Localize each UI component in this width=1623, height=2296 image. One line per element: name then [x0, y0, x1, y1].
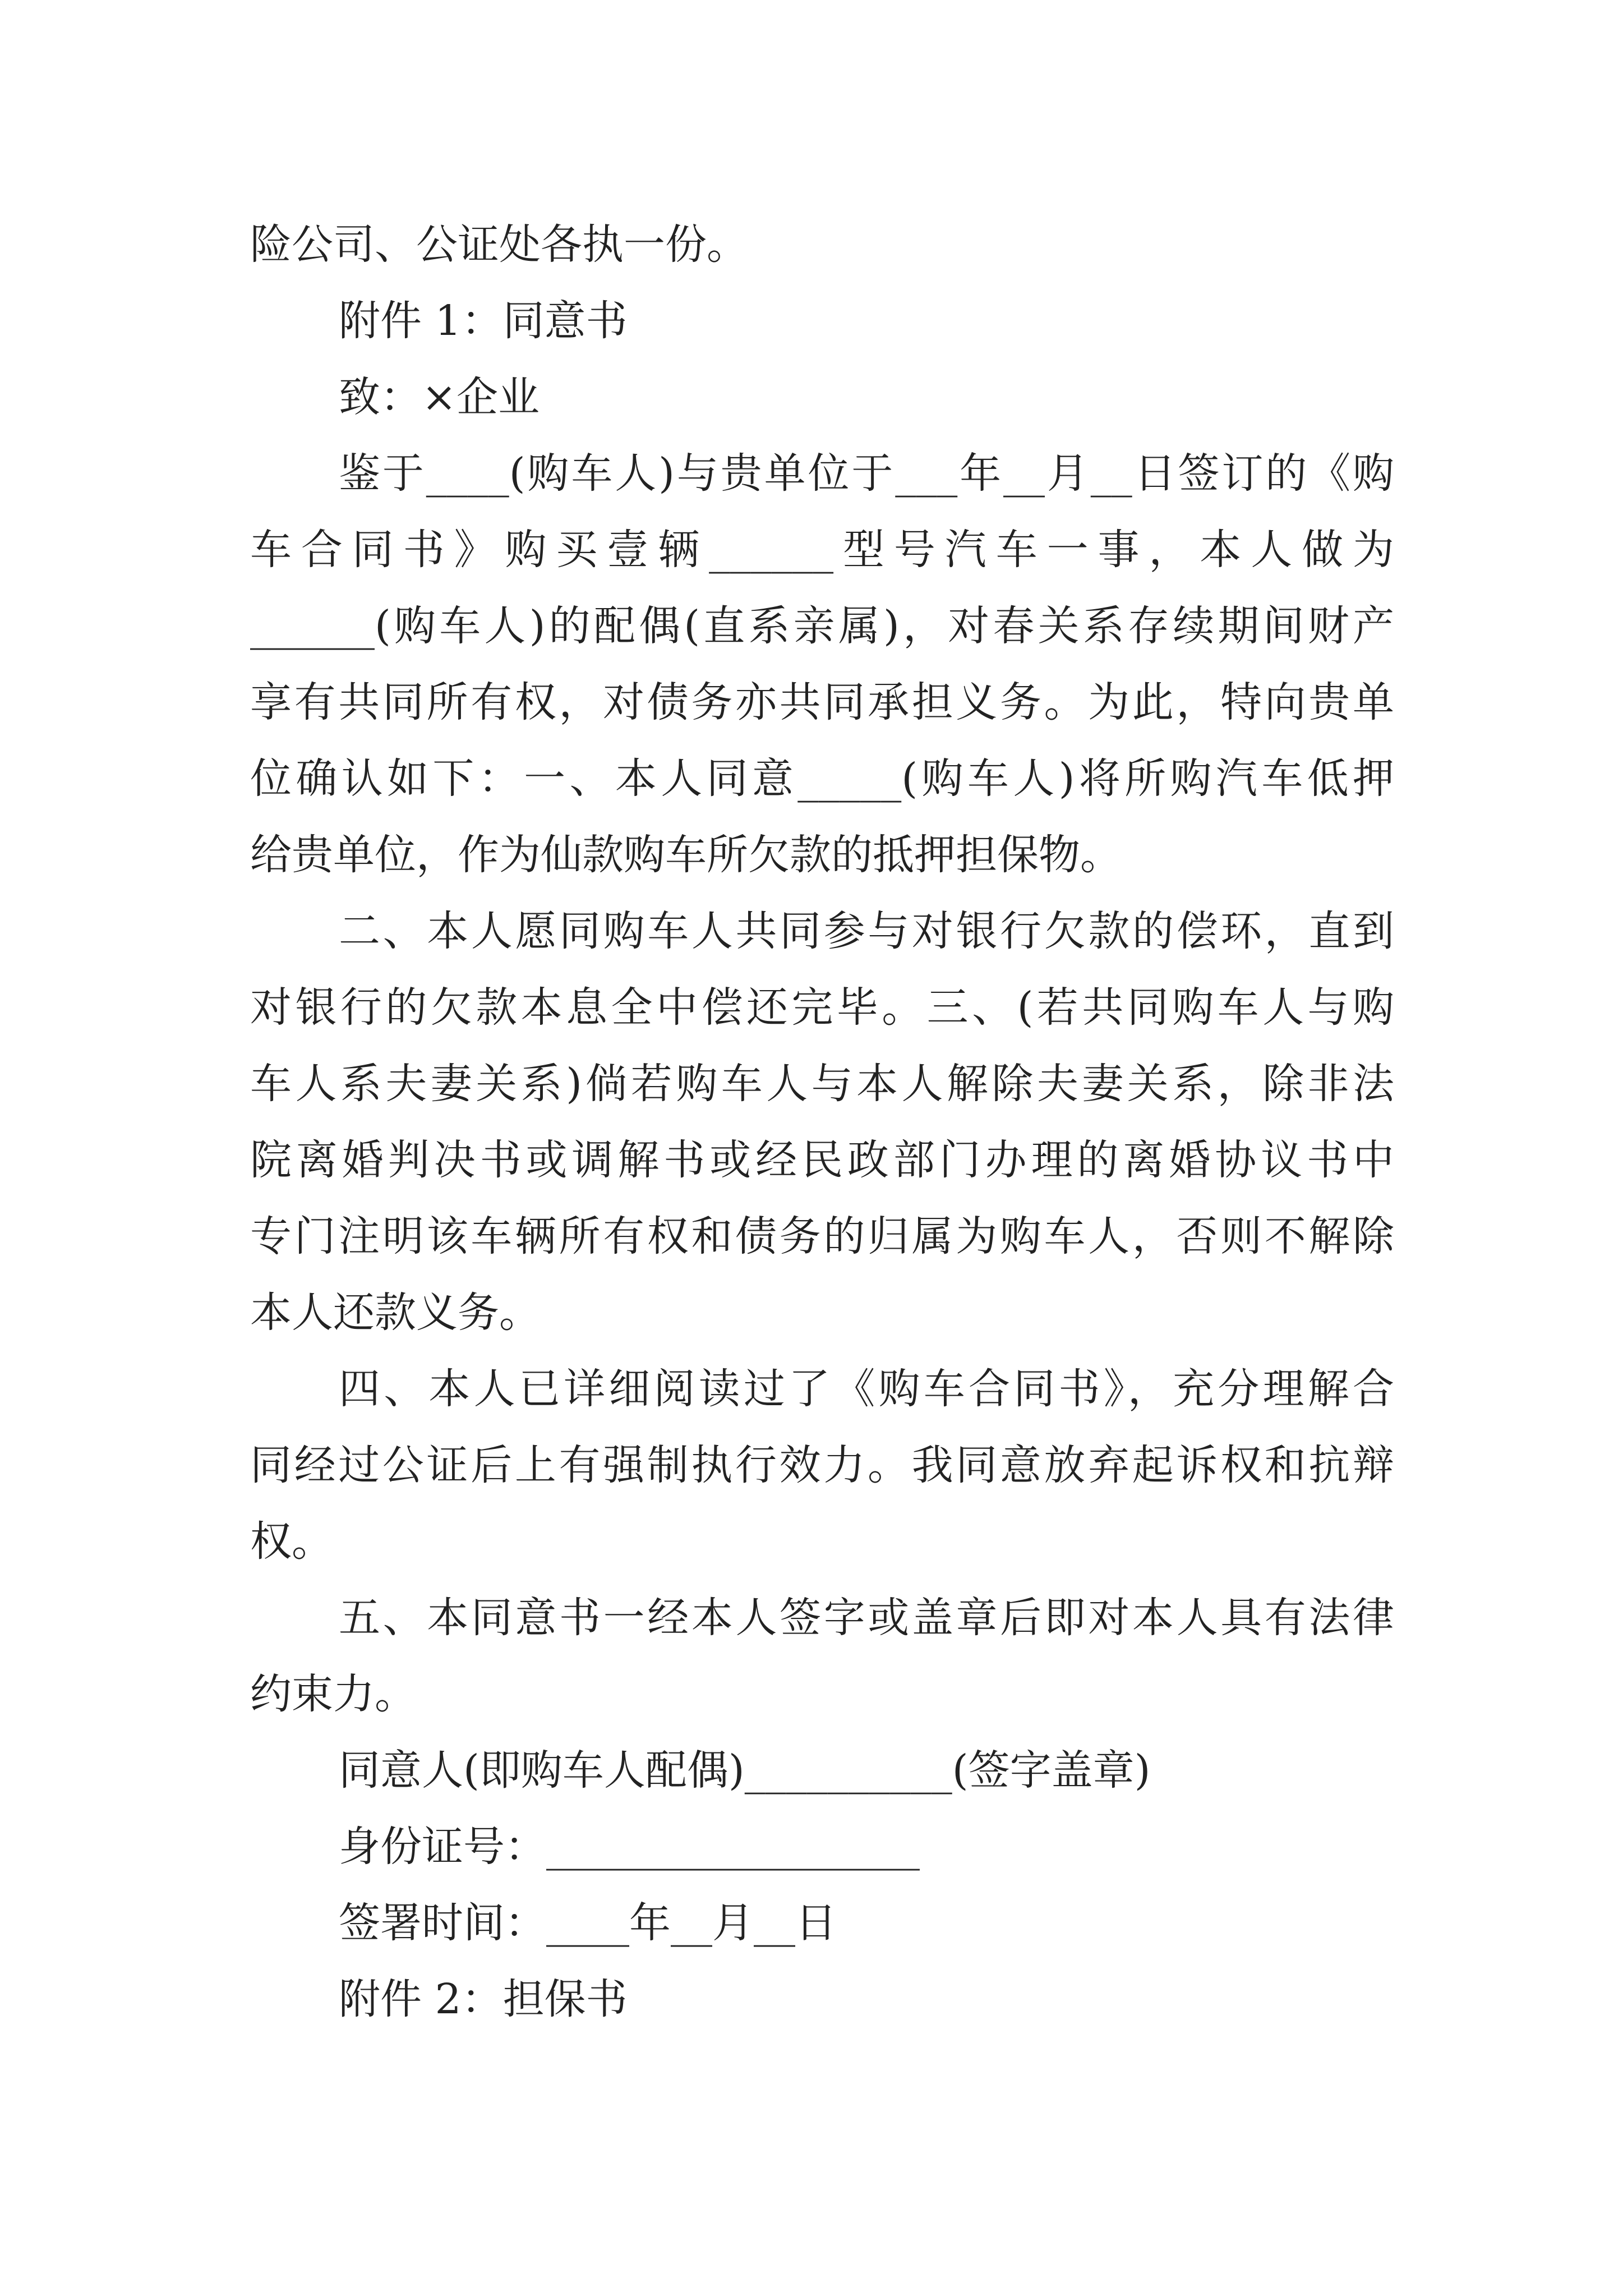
paragraph-line: 约束力。	[250, 1670, 416, 1718]
paragraph-line: 四、本人已详细阅读过了《购车合同书》，充分理解合	[339, 1365, 1394, 1413]
paragraph-line: 五、本同意书一经本人签字或盖章后即对本人具有法律	[339, 1594, 1394, 1642]
signing-date-line: 签署时间：____年__月__日	[339, 1899, 837, 1947]
paragraph-line: 院离婚判决书或调解书或经民政部门办理的离婚协议书中	[250, 1136, 1394, 1184]
id-number-line: 身份证号：__________________	[339, 1823, 920, 1871]
paragraph-line: 二、本人愿同购车人共同参与对银行欠款的偿环，直到	[339, 907, 1394, 955]
signature-line: 同意人(即购车人配偶)__________(签字盖章)	[339, 1746, 1151, 1795]
paragraph-line: 对银行的欠款本息全中偿还完毕。三、(若共同购车人与购	[250, 983, 1394, 1032]
paragraph-line: 享有共同所有权，对债务亦共同承担义务。为此，特向贵单	[250, 678, 1394, 726]
paragraph-line: ______(购车人)的配偶(直系亲属)，对春关系存续期间财产	[250, 602, 1394, 650]
paragraph-line: 专门注明该车辆所有权和债务的归属为购车人，否则不解除	[250, 1212, 1394, 1260]
attachment-1-heading: 附件 1：同意书	[339, 297, 628, 345]
paragraph-line: 鉴于____(购车人)与贵单位于___年__月__日签订的《购	[339, 449, 1394, 498]
paragraph-line: 权。	[250, 1517, 333, 1566]
addressee-line: 致：×企业	[339, 373, 540, 421]
paragraph-line: 位确认如下：一、本人同意_____(购车人)将所购汽车低押	[250, 754, 1394, 803]
paragraph-line: 本人还款义务。	[250, 1289, 541, 1337]
paragraph-line: 险公司、公证处各执一份。	[250, 220, 748, 269]
paragraph-line: 同经过公证后上有强制执行效力。我同意放弃起诉权和抗辩	[250, 1441, 1394, 1489]
paragraph-line: 车人系夫妻关系)倘若购车人与本人解除夫妻关系，除非法	[250, 1060, 1394, 1108]
paragraph-line: 车合同书》购买壹辆______型号汽车一事，本人做为	[250, 526, 1394, 574]
paragraph-line: 给贵单位，作为仙款购车所欠款的抵押担保物。	[250, 831, 1122, 879]
attachment-2-heading: 附件 2：担保书	[339, 1975, 628, 2023]
